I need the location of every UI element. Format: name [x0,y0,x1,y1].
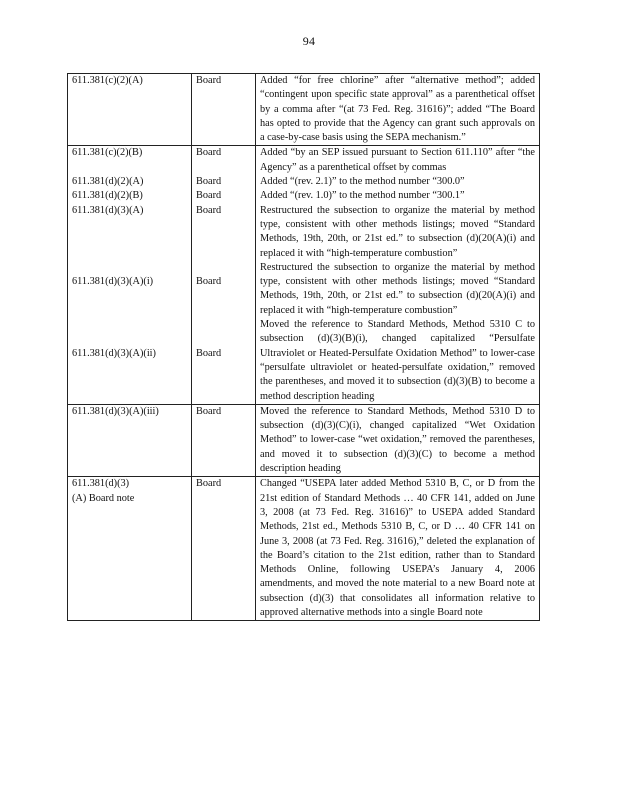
section-label: 611.381(d)(3)(A)(ii) [72,347,156,359]
section-label: 611.381(c)(2)(B) [72,147,143,159]
section-cell [68,74,192,146]
table-row [68,404,540,476]
source-label: Board [196,276,222,288]
section-label: 611.381(d)(2)(A) [72,176,144,188]
table-row [68,74,540,146]
section-label: 611.381(d)(3)(A)(i) [72,276,154,288]
section-cell [68,146,192,404]
source-cell [192,74,256,146]
revision-cell [256,404,540,476]
source-cell [192,146,256,404]
revision-text: Moved the reference to Standard Methods, Method 5310 C to subsection (d)(3)(B)(i), changed capitalized “Persulfate Ultraviolet or Heated-Persulfate Oxidation Method” to lower-case “persulfate ultraviolet or heated-persulfate oxidation,” removed the parentheses, and moved it to subsection (d)(3)(B) to become a method description heading [260,319,535,402]
source-cell [192,477,256,621]
source-label: Board [196,190,222,202]
page-number: 94 [302,34,316,48]
revision-cell [256,477,540,621]
revision-text: Restructured the subsection to organize the material by method type, consistent with other methods listings; moved “Standard Methods, 19th, 20th, or 21st ed.” to subsection (d)(20(A)(i) and replaced it with “high-temperature combustion” [260,204,535,259]
source-label: Board [196,405,222,417]
source-label: Board [196,347,222,359]
source-label: Board [196,75,222,86]
revision-text: Added “by an SEP issued pursuant to Section 611.110” after “the Agency” as a parenthetical offset by commas [260,147,535,173]
table-row [68,477,540,621]
source-label: Board [196,176,222,188]
section-label: 611.381(d)(3)(A) [72,204,144,216]
section-label: 611.381(d)(2)(B) [72,190,143,202]
section-cell [68,477,192,621]
source-label: Board [196,478,222,490]
section-label: 611.381(d)(3)(A) Board note [72,478,135,504]
revision-cell [256,146,540,404]
section-label: 611.381(d)(3)(A)(iii) [72,405,159,417]
revision-text: Restructured the subsection to organize the material by method type, consistent with other methods listings; moved “Standard Methods, 19th, 20th, or 21st ed.” to subsection (d)(20(A)(i) and replaced it with “high-temperature combustion” [260,261,535,316]
source-cell [192,404,256,476]
source-label: Board [196,147,222,159]
table-row [68,146,540,404]
section-cell [68,404,192,476]
revision-cell [256,74,540,146]
revision-text: Added “for free chlorine” after “alternative method”; added “contingent upon specific state approval” as a parenthetical offset by a comma after “(at 73 Fed. Reg. 31616)”; added “The Board has opted to provide that the Agency can grant such approvals on a case-by-case basis using the SEPA mechanism.” [260,75,535,144]
revision-text: Added “(rev. 1.0)” to the method number “300.1” [260,190,465,202]
section-label: 611.381(c)(2)(A) [72,75,143,86]
revision-table [67,73,540,621]
revision-text: Changed “USEPA later added Method 5310 B, C, or D from the 21st edition of Standard Methods … 40 CFR 141, added on June 3, 2008 (at 73 Fed. Reg. 31616)” to USEPA added Standard Methods, 21st ed., Methods 5310 B, C, or D … 40 CFR 141 on June 3, 2008 (at 73 Fed. Reg. 31616),” deleted the explanation of the Board’s citation to the 21st edition, rather than to Standard Methods Online, following USEPA’s January 4, 2006 amendments, and moved the note material to a new Board note at subsection (d)(3) that consolidates all information relative to approved alternative methods into a single Board note [260,478,535,618]
revision-text: Added “(rev. 2.1)” to the method number “300.0” [260,176,465,188]
source-label: Board [196,204,222,216]
revision-text: Moved the reference to Standard Methods, Method 5310 D to subsection (d)(3)(C)(i), changed capitalized “Wet Oxidation Method” to lower-case “wet oxidation,” removed the parentheses, and moved it to subsection (d)(3)(C) to become a method description heading [260,405,535,475]
